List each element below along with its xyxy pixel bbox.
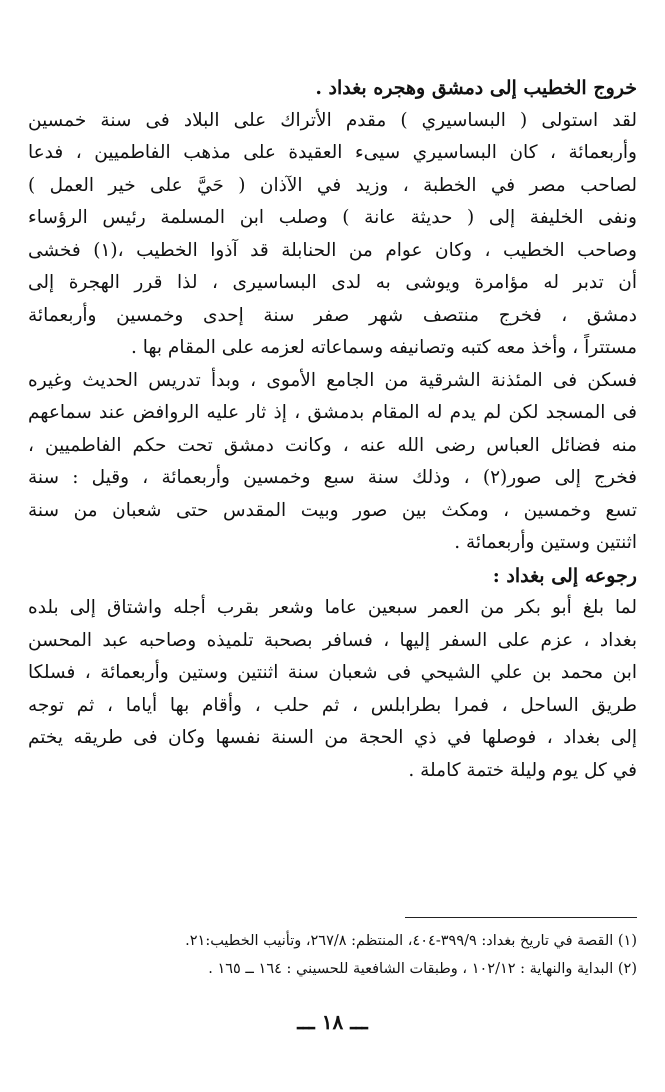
paragraph-line: وأربعمائة ، كان البساسيري سيىء العقيدة على مذهب الفاطميين ، فدعا [28,142,637,163]
page-number: ـــ ١٨ ـــ [297,1010,368,1034]
paragraph-line: في كل يوم وليلة ختمة كاملة . [408,759,637,781]
paragraph-line: فسكن فى المئذنة الشرقية من الجامع الأموى ، وبدأ تدريس الحديث وغيره [28,369,637,391]
section-heading-departure: خروج الخطيب إلى دمشق وهجره بغداد . [315,77,637,99]
paragraph-line: إلى بغداد ، فوصلها في ذي الحجة من السنة نفسها وكان فى طريقه يختم [28,727,637,748]
paragraph-line: طريق الساحل ، فمرا بطرابلس ، ثم حلب ، وأقام بها أياما ، ثم توجه [28,694,637,716]
paragraph-line: مستتراً ، وأخذ معه كتبه وتصانيفه وسماعاته لعزمه على المقام بها . [130,337,637,358]
paragraph-line: ونفى الخليفة إلى ( حديثة عانة ) وصلب ابن المسلمة رئيس الرؤساء [28,207,637,228]
footnotes [28,927,637,983]
paragraph-line: لصاحب مصر في الخطبة ، وزيد في الآذان ( حَيَّ على خير العمل ) [28,174,637,196]
paragraph-line: وصاحب الخطيب ، وكان عوام من الحنابلة قد آذوا الخطيب ،(١) فخشى [28,239,637,261]
paragraph-line: لما بلغ أبو بكر من العمر سبعين عاما وشعر بقرب أجله واشتاق إلى بلده [28,597,637,618]
paragraph-line: دمشق ، فخرج منتصف شهر صفر سنة إحدى وخمسين وأربعمائة [28,304,637,326]
paragraph-line: بغداد ، عزم على السفر إليها ، فسافر بصحبة تلميذه وصاحبه عبد المحسن [28,629,637,651]
main-text [28,72,637,787]
paragraph-line: تسع وخمسين ، ومكث بين صور وبيت المقدس حتى شعبان من سنة [28,499,637,521]
footnote-divider [405,917,637,918]
footnote-1: (١) القصة في تاريخ بغداد: ٣٩٩/٩-٤٠٤، المنتظم: ٢٦٧/٨، وتأنيب الخطيب:٢١. [185,933,637,949]
paragraph-line: منه فضائل العباس رضى الله عنه ، وكانت دمشق تحت حكم الفاطميين ، [28,434,637,456]
paragraph-line: لقد استولى ( البساسيري ) مقدم الأتراك على البلاد فى سنة خمسين [28,109,637,131]
section-heading-return: رجوعه إلى بغداد : [492,564,637,587]
paragraph-line: فى المسجد لكن لم يدم له المقام بدمشق ، إذ ثار عليه الروافض عند سماعهم [28,402,637,423]
paragraph-line: فخرج إلى صور(٢) ، وذلك سنة سبع وخمسين وأربعمائة ، وقيل : سنة [28,467,637,488]
paragraph-line: ابن محمد بن علي الشيحي فى شعبان سنة اثنتين وستين وأربعمائة ، فسلكا [28,662,637,683]
paragraph-line: اثنتين وستين وأربعمائة . [454,532,637,553]
footnote-2: (٢) البداية والنهاية : ١٠٢/١٢ ، وطبقات الشافعية للحسيني : ١٦٤ ــ ١٦٥ . [208,961,637,977]
paragraph-line: أن تدبر له مؤامرة ويوشى به لدى البساسيرى ، لذا قرر الهجرة إلى [28,272,637,293]
